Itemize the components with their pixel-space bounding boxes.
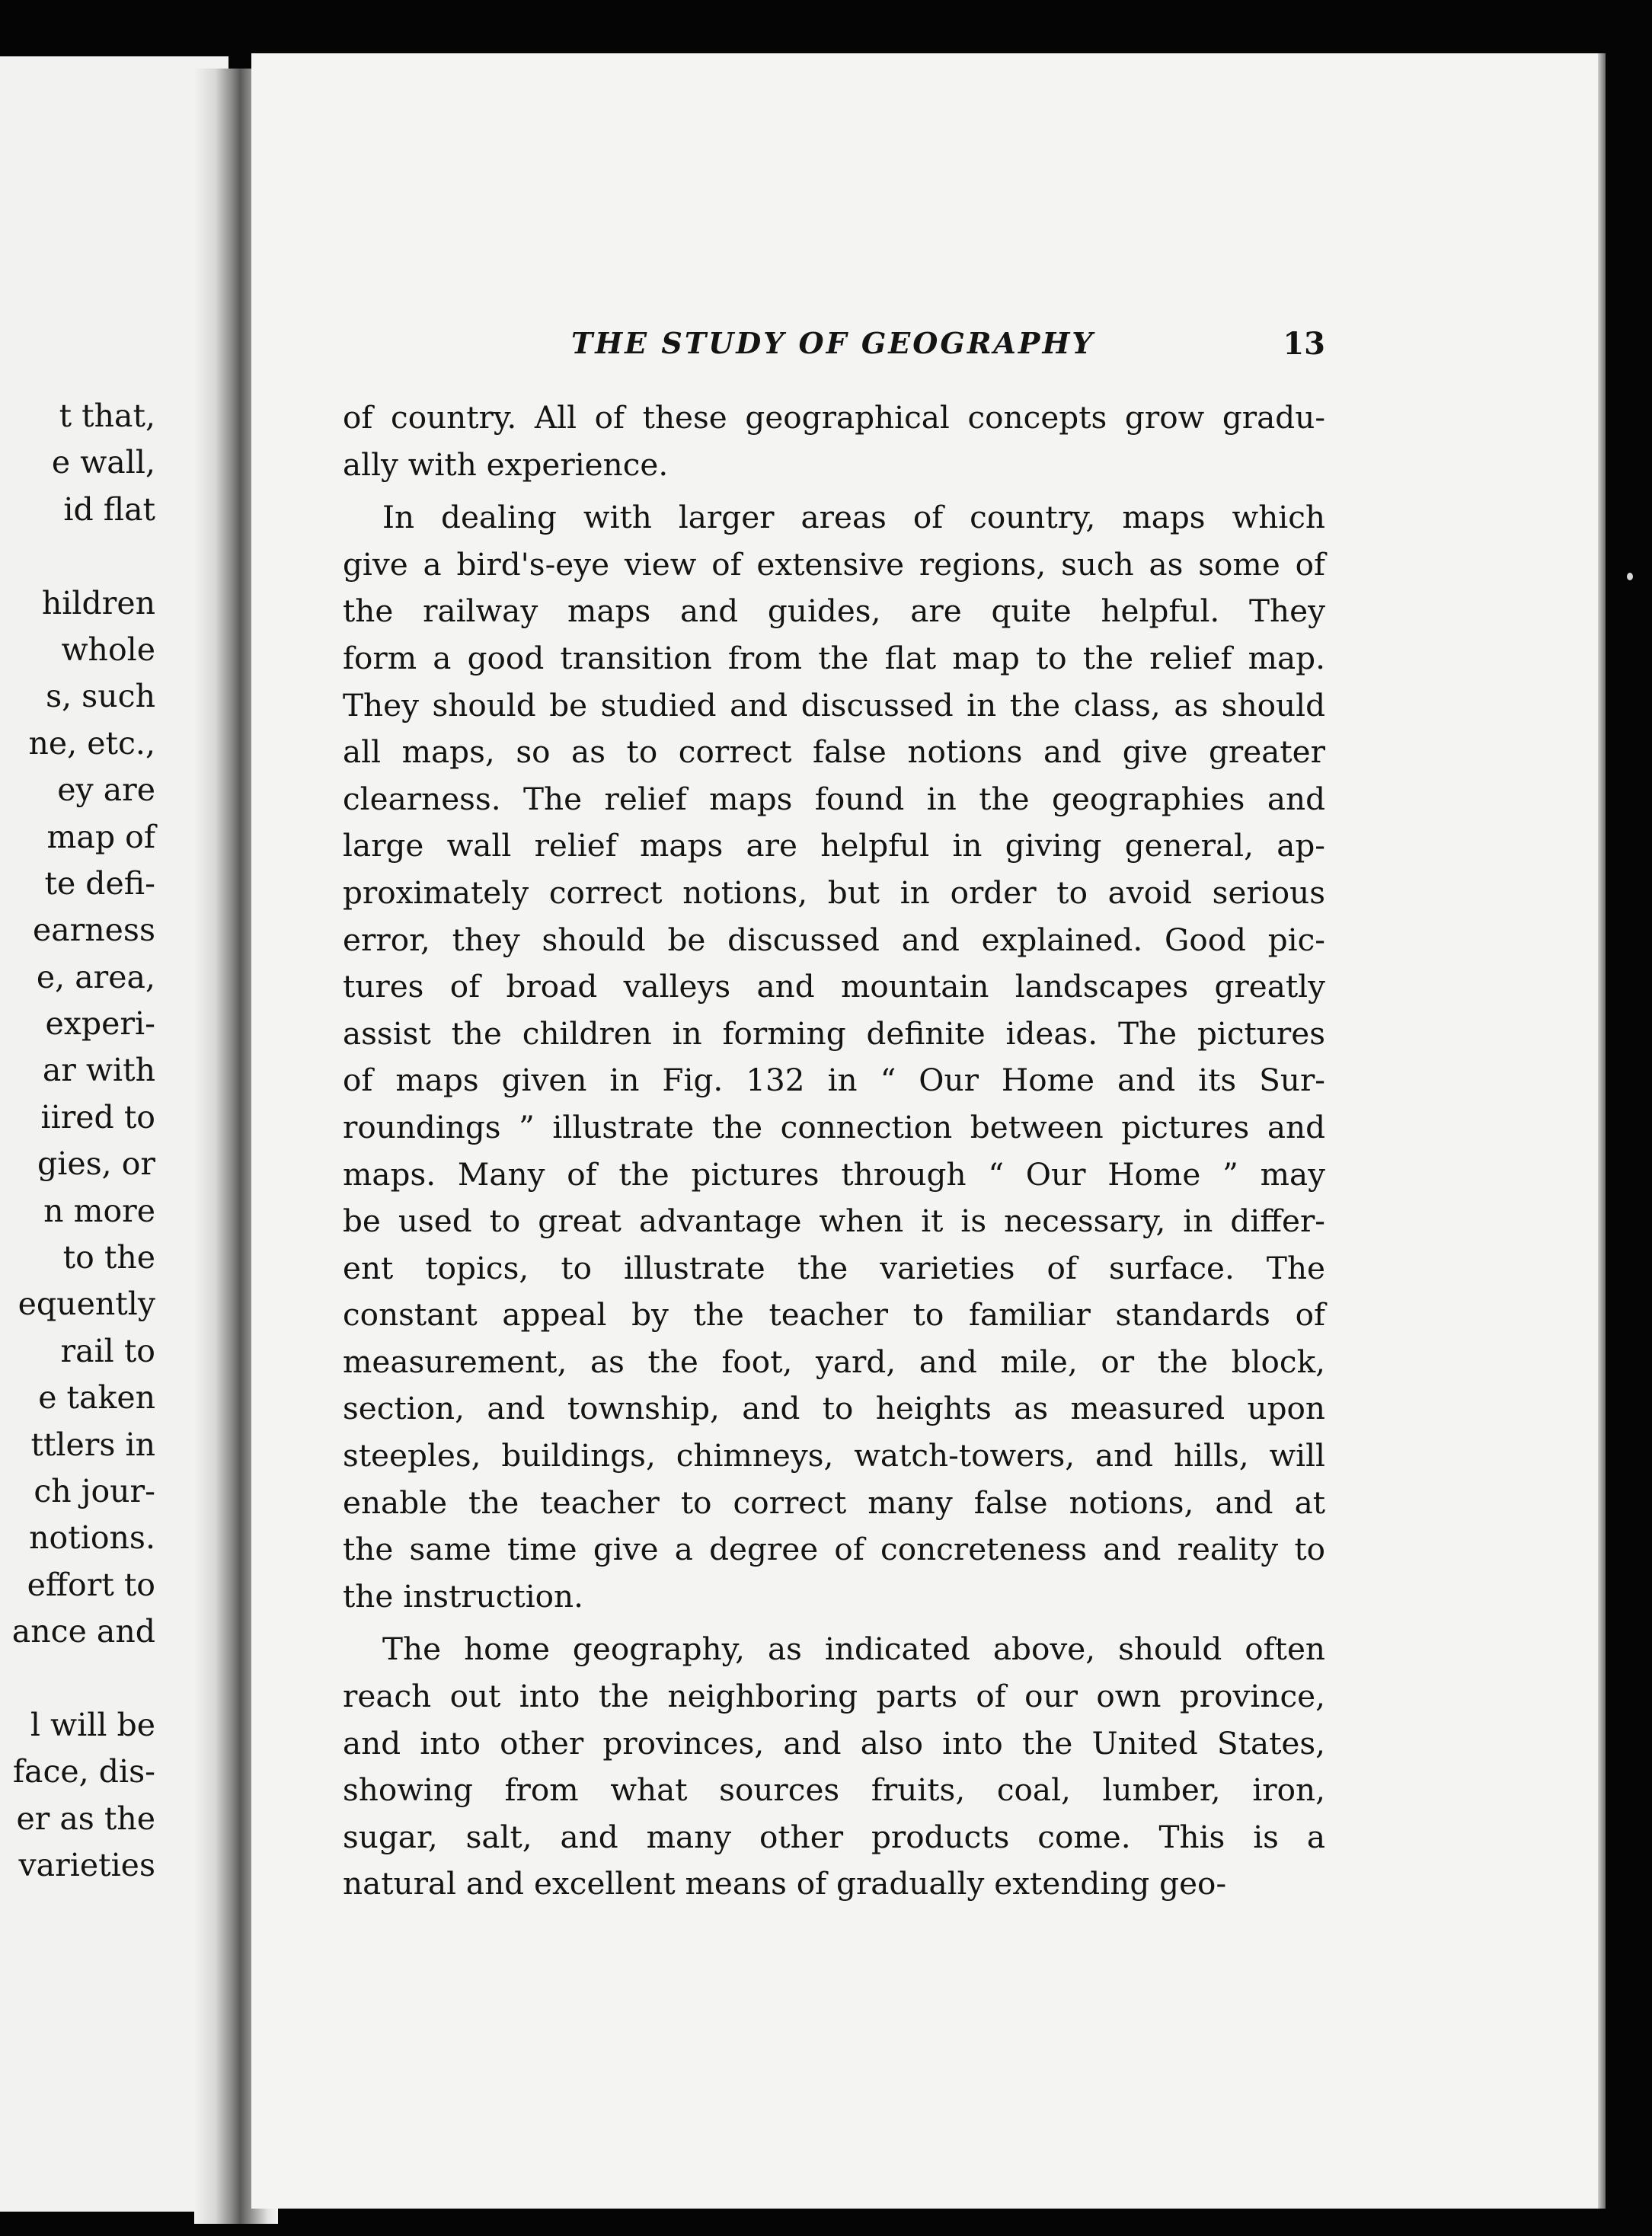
page-edge-shadow [1598, 53, 1606, 2209]
text-line: of maps given in Fig. 132 in “ Our Home and its Sur- [343, 1062, 1325, 1099]
previous-page-line: hildren [41, 584, 155, 621]
text-line: roundings ” illustrate the connection between pictures and [343, 1108, 1325, 1145]
text-line: clearness. The relief maps found in the geographies and [343, 780, 1325, 817]
paragraph [343, 1626, 1325, 1908]
text-line: sugar, salt, and many other products come. This is a [343, 1818, 1325, 1855]
previous-page-line: ey are [57, 771, 155, 809]
text-line: They should be studied and discussed in the class, as should [343, 686, 1325, 724]
text-line: ally with experience. [343, 446, 669, 483]
body-text [343, 394, 1325, 1908]
previous-page-line: map of [46, 818, 155, 855]
previous-page-line: te defi- [44, 864, 155, 902]
scan-speck [1627, 573, 1633, 580]
previous-page-line: er as the [16, 1800, 155, 1837]
previous-page-line: ar with [42, 1052, 155, 1089]
text-line: maps. Many of the pictures through “ Our Home ” may [343, 1155, 1325, 1193]
previous-page-line: ne, etc., [28, 724, 155, 762]
text-line: In dealing with larger areas of country, maps which [382, 499, 1325, 536]
text-line: ent topics, to illustrate the varieties of surface. The [343, 1249, 1325, 1286]
text-line: reach out into the neighboring parts of our own province, [343, 1678, 1325, 1715]
text-line: measurement, as the foot, yard, and mile, or the block, [343, 1343, 1325, 1380]
previous-page-line: e taken [38, 1379, 155, 1417]
text-line: proximately correct notions, but in order to avoid serious [343, 874, 1325, 911]
text-line: The home geography, as indicated above, should often [382, 1631, 1325, 1668]
text-line: the same time give a degree of concreteness and reality to [343, 1531, 1325, 1568]
previous-page-line: ch jour- [34, 1472, 155, 1509]
text-line: constant appeal by the teacher to familiar standards of [343, 1296, 1325, 1334]
previous-page-line: ance and [11, 1613, 155, 1650]
paragraph [343, 494, 1325, 1620]
text-line: steeples, buildings, chimneys, watch-towers, and hills, will [343, 1437, 1325, 1474]
previous-page-line: e wall, [51, 444, 155, 481]
paragraph-gap [343, 1620, 1325, 1626]
previous-page-line: e, area, [36, 958, 155, 995]
previous-page-line: s, such [46, 678, 155, 715]
previous-page-line: experi- [45, 1005, 155, 1043]
previous-page-line: n more [43, 1192, 155, 1229]
previous-page-blank-line [0, 1656, 155, 1702]
text-line: error, they should be discussed and explained. Good pic- [343, 921, 1325, 958]
text-line: give a bird's-eye view of extensive regions, such as some of [343, 545, 1325, 583]
text-line: the instruction. [343, 1577, 583, 1615]
previous-page-line: varieties [18, 1847, 155, 1884]
paragraph [343, 394, 1325, 488]
previous-page-line: iired to [40, 1098, 155, 1136]
previous-page-line: gies, or [37, 1145, 155, 1183]
previous-page-line: to the [62, 1239, 155, 1276]
text-line: section, and township, and to heights as measured upon [343, 1390, 1325, 1427]
previous-page-line: face, dis- [12, 1753, 155, 1790]
running-head: THE STUDY OF GEOGRAPHY [571, 326, 1095, 360]
text-line: and into other provinces, and also into the United States, [343, 1724, 1325, 1762]
text-line: large wall relief maps are helpful in giving general, ap- [343, 827, 1325, 864]
page-number: 13 [1283, 326, 1325, 362]
text-line: showing from what sources fruits, coal, lumber, iron, [343, 1771, 1325, 1809]
previous-page-text [0, 393, 155, 1889]
previous-page-line: rail to [60, 1332, 155, 1369]
previous-page-line: effort to [27, 1566, 155, 1603]
previous-page-line: t that, [59, 398, 155, 434]
previous-page-line: l will be [30, 1706, 155, 1743]
page-header [343, 326, 1325, 372]
text-line: enable the teacher to correct many false notions, and at [343, 1484, 1325, 1521]
previous-page-blank-line [0, 533, 155, 580]
previous-page-line: notions. [29, 1519, 155, 1557]
text-line: be used to great advantage when it is necessary, in differ- [343, 1203, 1325, 1240]
text-line: all maps, so as to correct false notions and give greater [343, 733, 1325, 771]
text-line: tures of broad valleys and mountain landscapes greatly [343, 968, 1325, 1005]
text-line: of country. All of these geographical concepts grow gradu- [343, 399, 1325, 436]
previous-page-line: ttlers in [30, 1426, 155, 1463]
text-line: the railway maps and guides, are quite helpful. They [343, 593, 1325, 630]
previous-page-line: earness [32, 912, 155, 949]
previous-page-line: id flat [63, 490, 155, 528]
paragraph-gap [343, 488, 1325, 494]
text-line: natural and excellent means of gradually extending geo- [343, 1865, 1227, 1902]
previous-page-line: equently [18, 1286, 155, 1323]
text-line: form a good transition from the flat map to the relief map. [343, 639, 1325, 676]
previous-page-line: whole [61, 631, 155, 668]
text-line: assist the children in forming definite ideas. The pictures [343, 1014, 1325, 1052]
